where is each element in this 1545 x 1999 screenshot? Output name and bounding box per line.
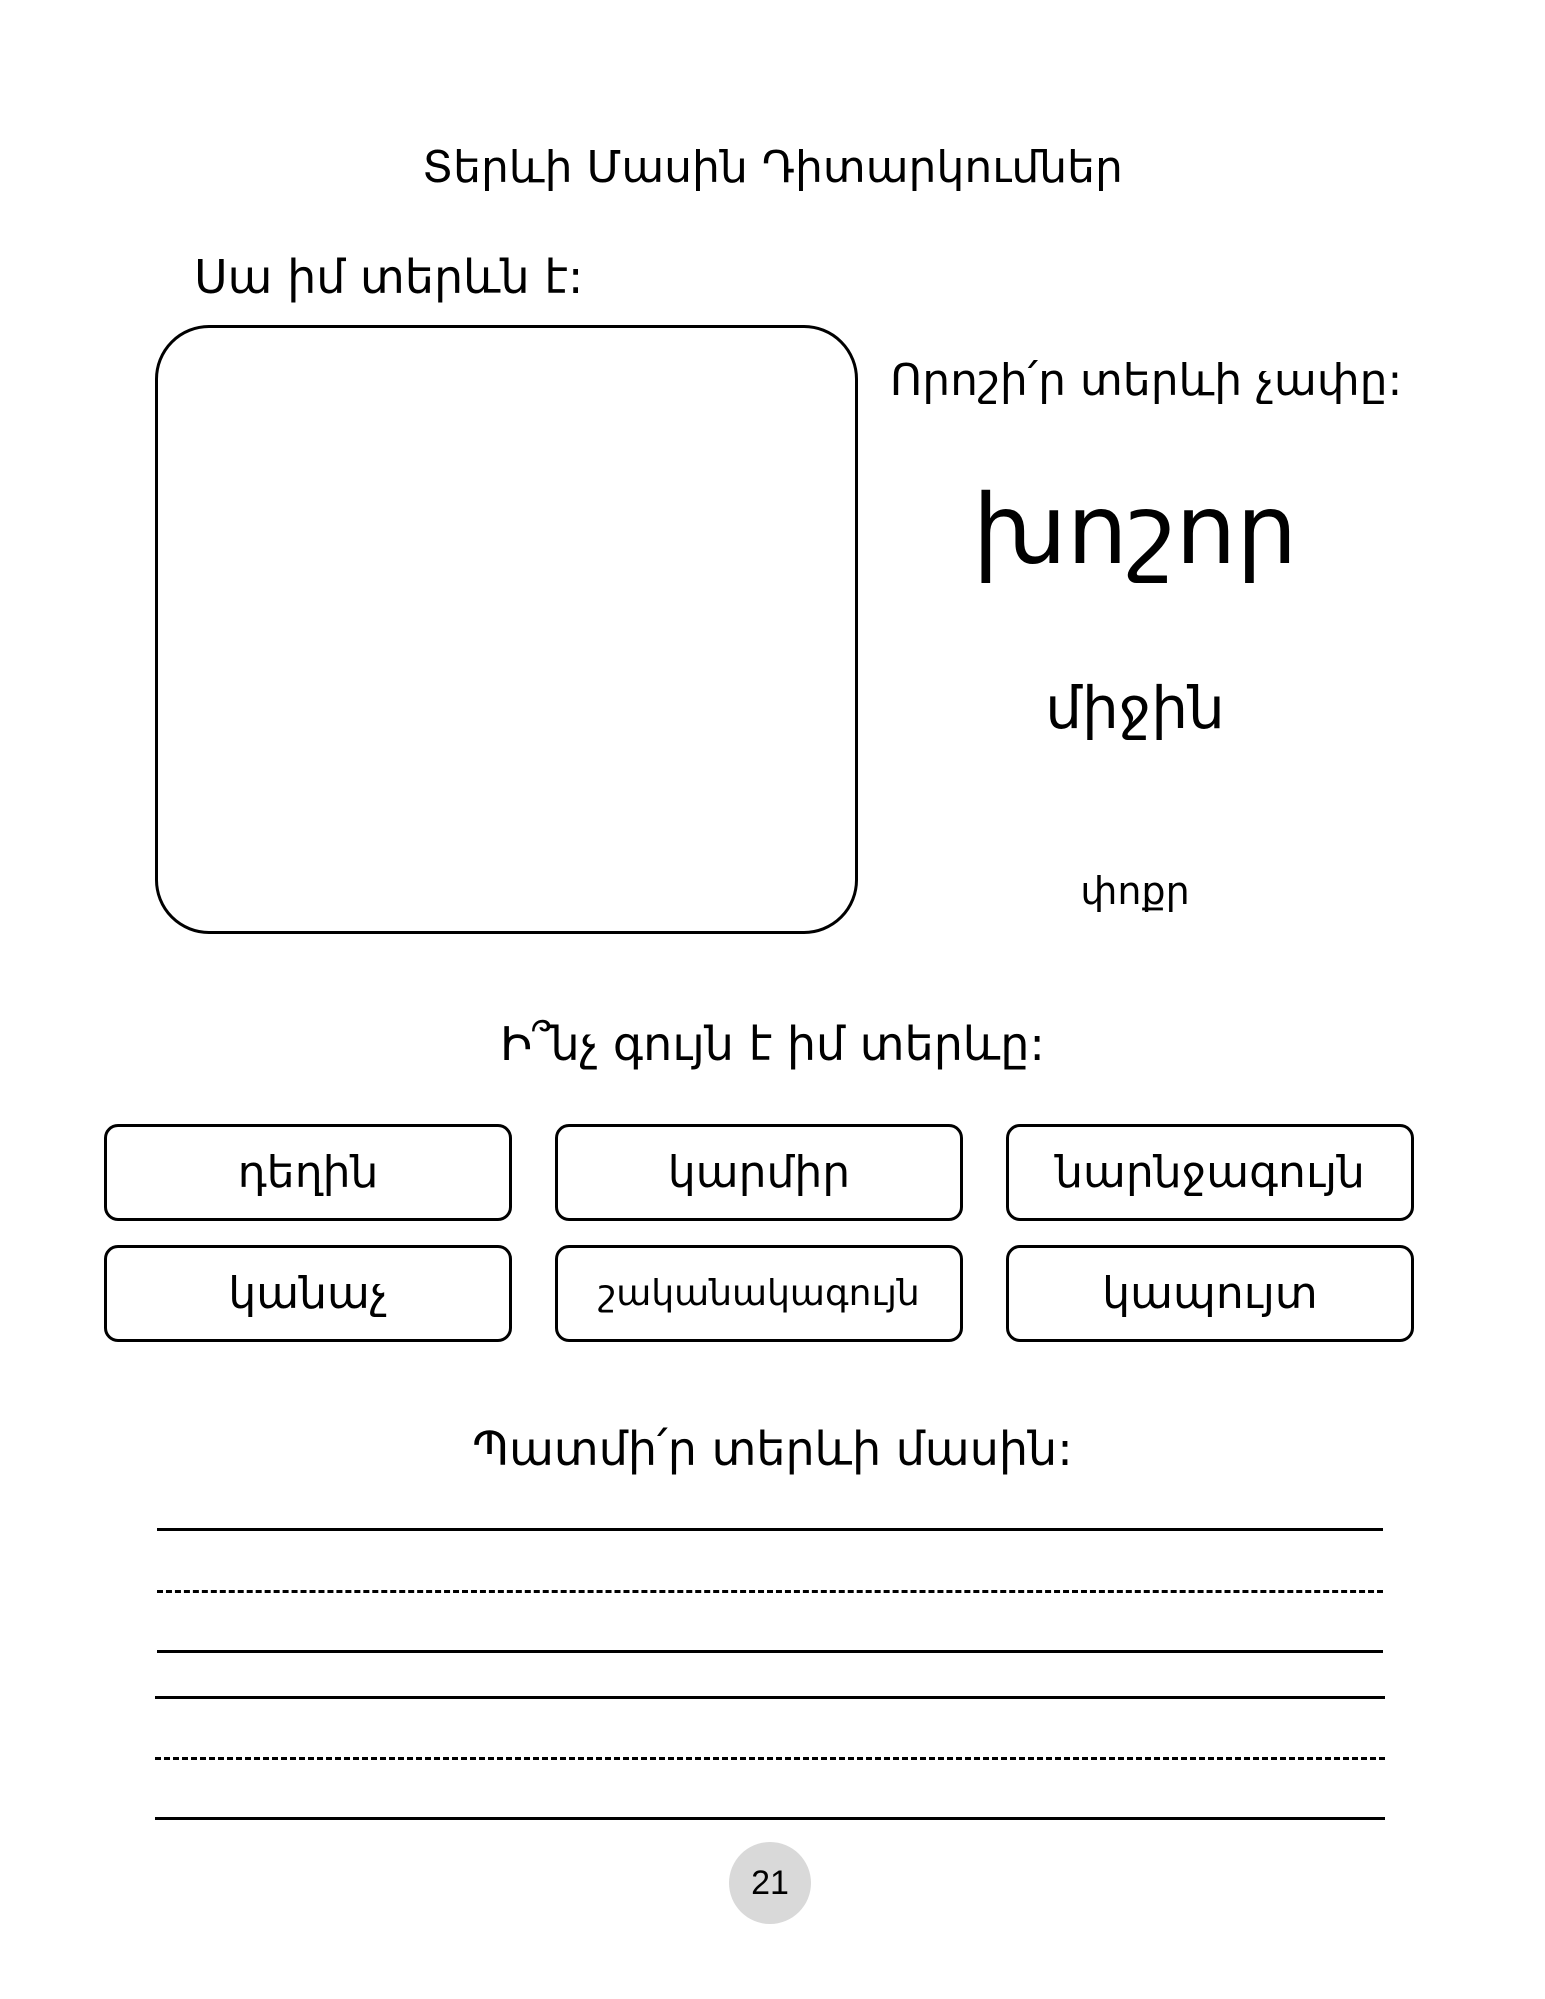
color-option-brown[interactable]: շականակագույն xyxy=(555,1245,963,1342)
size-option-medium[interactable]: միջին xyxy=(1045,674,1225,742)
color-option-blue[interactable]: կապույտ xyxy=(1006,1245,1414,1342)
drawing-box[interactable] xyxy=(155,325,858,934)
writing-line-solid[interactable] xyxy=(155,1696,1385,1699)
color-option-green[interactable]: կանաչ xyxy=(104,1245,512,1342)
color-options-grid xyxy=(104,1124,1414,1344)
color-option-orange[interactable]: նարնջագույն xyxy=(1006,1124,1414,1221)
size-question: Որոշի՛ր տերևի չափը: xyxy=(890,355,1403,406)
page-title: Տերևի Մասին Դիտարկումներ xyxy=(422,142,1123,193)
size-option-small[interactable]: փոքր xyxy=(1080,869,1190,913)
writing-line-dashed[interactable] xyxy=(157,1590,1383,1593)
color-option-yellow[interactable]: դեղին xyxy=(104,1124,512,1221)
writing-line-solid[interactable] xyxy=(157,1528,1383,1531)
page-number-badge xyxy=(729,1842,811,1924)
size-option-large[interactable]: խոշոր xyxy=(972,474,1298,586)
writing-line-solid[interactable] xyxy=(155,1817,1385,1820)
color-option-red[interactable]: կարմիր xyxy=(555,1124,963,1221)
page-number: 21 xyxy=(751,1863,789,1902)
drawing-label: Սա իմ տերևն է: xyxy=(194,250,584,304)
writing-line-dashed[interactable] xyxy=(155,1757,1385,1760)
color-question: Ի՞նչ գույն է իմ տերևը: xyxy=(500,1017,1045,1071)
writing-line-solid[interactable] xyxy=(157,1650,1383,1653)
story-prompt: Պատմի՛ր տերևի մասին: xyxy=(472,1422,1073,1476)
